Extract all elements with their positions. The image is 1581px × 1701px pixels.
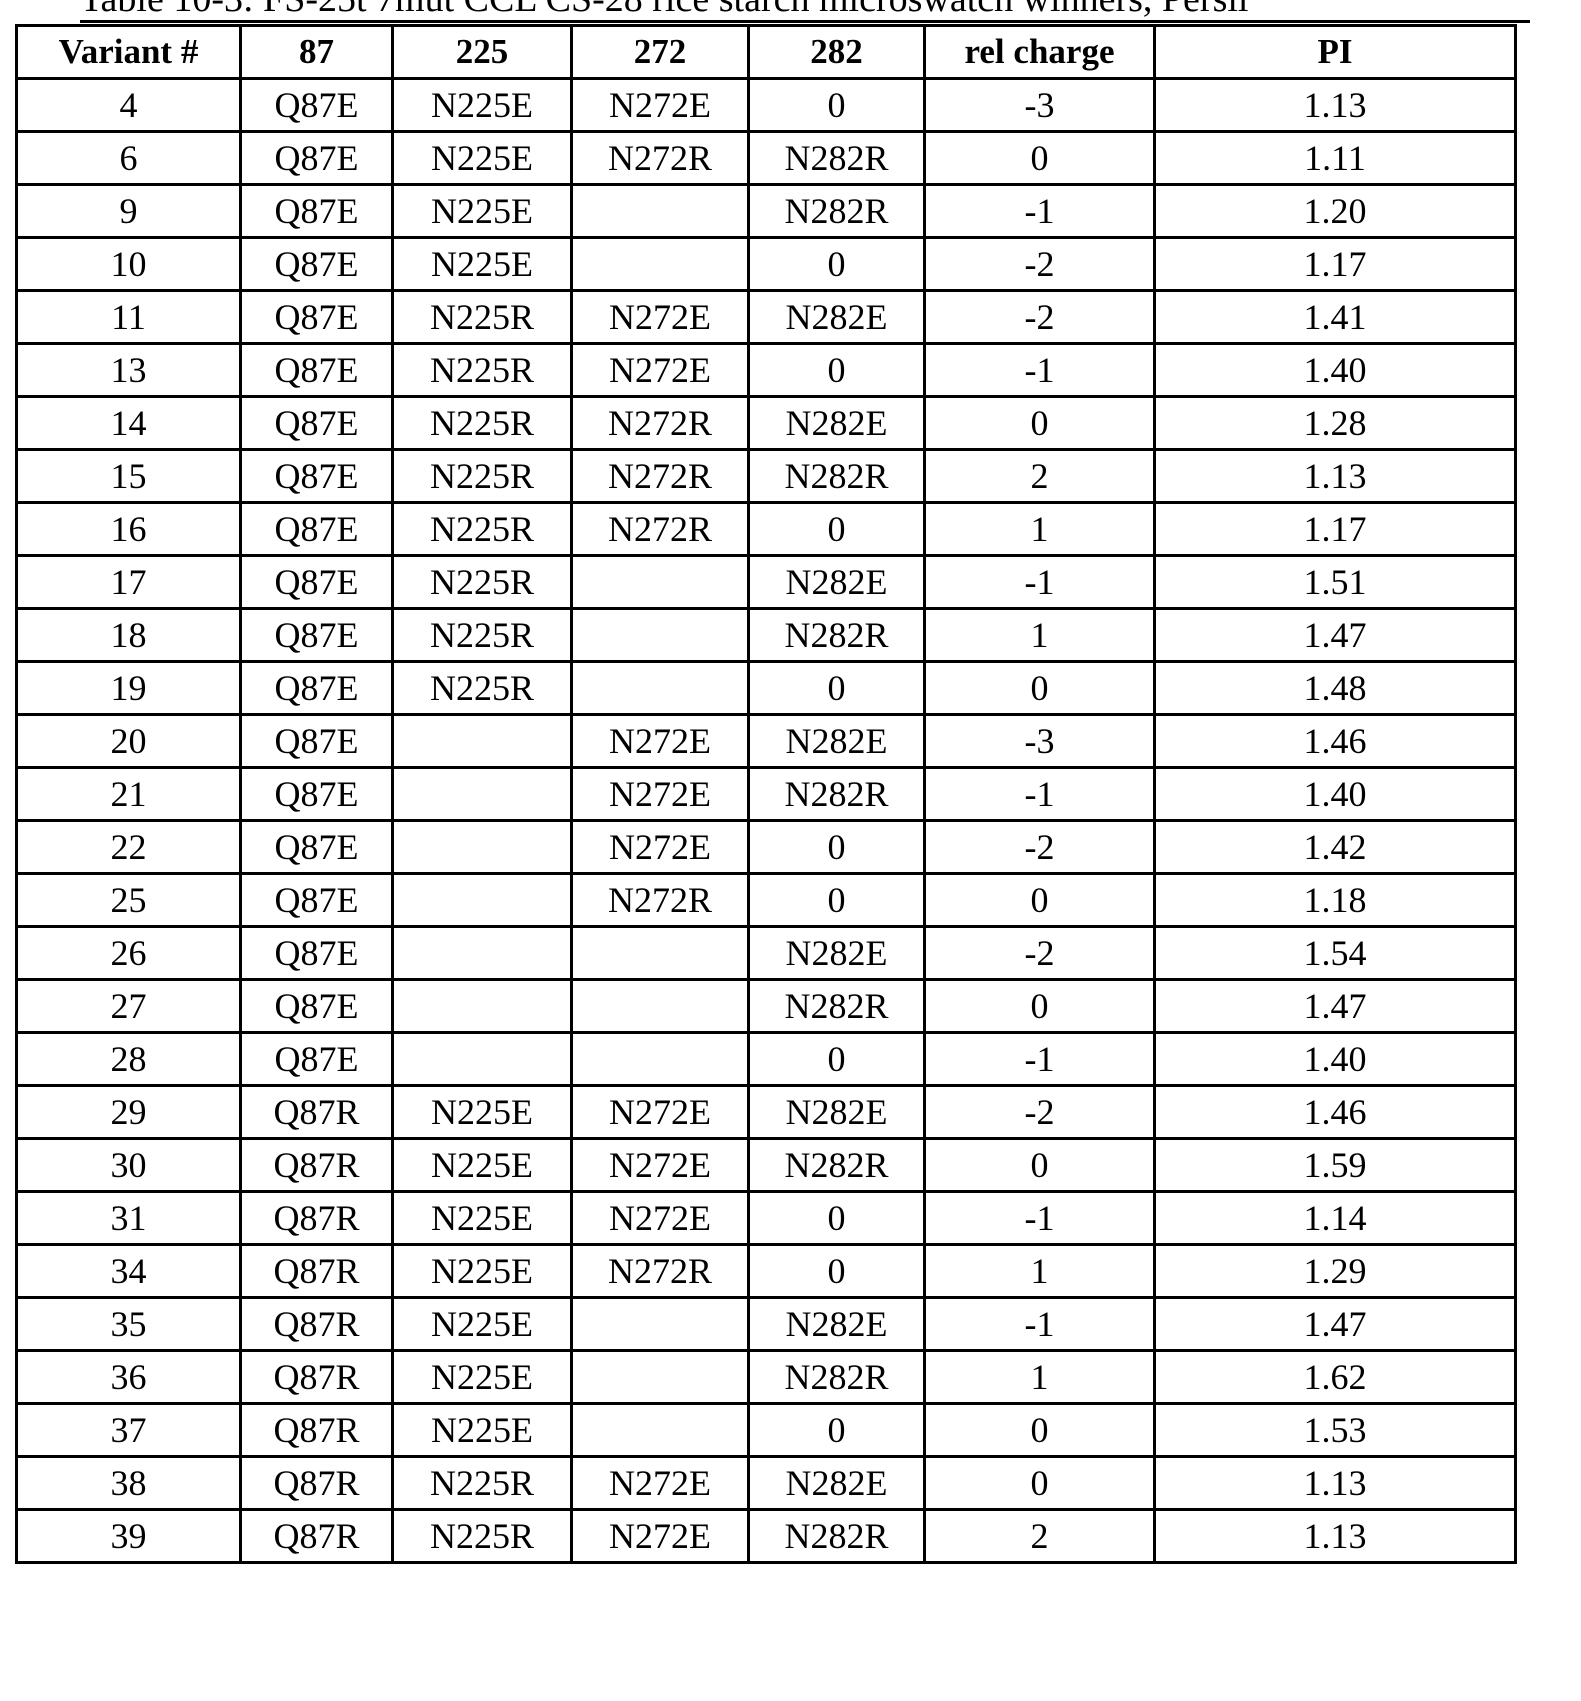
table-cell: 1.59: [1155, 1139, 1516, 1192]
table-row: [17, 397, 1516, 450]
table-cell: N225E: [393, 1404, 572, 1457]
table-cell: N225E: [393, 1351, 572, 1404]
table-cell: [572, 556, 749, 609]
table-cell: 1.13: [1155, 450, 1516, 503]
table-row: [17, 238, 1516, 291]
table-cell: N282E: [749, 291, 925, 344]
table-cell: 1.53: [1155, 1404, 1516, 1457]
table-cell: N272E: [572, 715, 749, 768]
table-cell: 21: [17, 768, 241, 821]
table-cell: 1.42: [1155, 821, 1516, 874]
table-cell: [393, 874, 572, 927]
table-cell: Q87E: [241, 132, 393, 185]
table-cell: N272E: [572, 1510, 749, 1563]
table-cell: N225R: [393, 291, 572, 344]
table-cell: 0: [749, 1192, 925, 1245]
table-cell: 6: [17, 132, 241, 185]
table-cell: Q87E: [241, 450, 393, 503]
table-cell: N225E: [393, 1139, 572, 1192]
table-cell: Q87E: [241, 980, 393, 1033]
table-cell: 0: [749, 79, 925, 132]
table-cell: [393, 715, 572, 768]
table-cell: 0: [749, 1245, 925, 1298]
table-cell: N225R: [393, 609, 572, 662]
table-cell: 0: [749, 1404, 925, 1457]
table-cell: [572, 1404, 749, 1457]
table-cell: 0: [925, 1139, 1155, 1192]
table-cell: -2: [925, 291, 1155, 344]
table-cell: Q87E: [241, 291, 393, 344]
table-cell: N225R: [393, 344, 572, 397]
table-cell: N272E: [572, 344, 749, 397]
table-cell: Q87R: [241, 1351, 393, 1404]
table-cell: 1: [925, 609, 1155, 662]
table-cell: N282R: [749, 185, 925, 238]
table-row: [17, 821, 1516, 874]
table-cell: 0: [925, 662, 1155, 715]
table-cell: 1.14: [1155, 1192, 1516, 1245]
table-cell: -2: [925, 1086, 1155, 1139]
table-cell: 0: [925, 874, 1155, 927]
table-cell: N282E: [749, 1086, 925, 1139]
table-cell: 13: [17, 344, 241, 397]
table-cell: 34: [17, 1245, 241, 1298]
table-cell: [393, 927, 572, 980]
table-cell: [572, 609, 749, 662]
table-row: [17, 1139, 1516, 1192]
column-header: Variant #: [17, 26, 241, 79]
variants-table: [15, 24, 1517, 1564]
table-cell: Q87E: [241, 715, 393, 768]
table-cell: 29: [17, 1086, 241, 1139]
table-row: [17, 609, 1516, 662]
table-cell: 1.18: [1155, 874, 1516, 927]
table-cell: -1: [925, 1033, 1155, 1086]
table-cell: -2: [925, 927, 1155, 980]
table-row: [17, 79, 1516, 132]
table-cell: N282R: [749, 609, 925, 662]
column-header: 282: [749, 26, 925, 79]
table-cell: Q87E: [241, 874, 393, 927]
table-cell: 26: [17, 927, 241, 980]
table-cell: 10: [17, 238, 241, 291]
table-cell: 1.20: [1155, 185, 1516, 238]
table-cell: 15: [17, 450, 241, 503]
table-cell: [572, 185, 749, 238]
table-cell: N282E: [749, 556, 925, 609]
table-cell: -1: [925, 344, 1155, 397]
table-cell: N225E: [393, 1192, 572, 1245]
table-cell: 37: [17, 1404, 241, 1457]
table-cell: [572, 1351, 749, 1404]
table-cell: 1.13: [1155, 1510, 1516, 1563]
table-cell: 1.40: [1155, 768, 1516, 821]
table-cell: Q87E: [241, 821, 393, 874]
table-row: [17, 927, 1516, 980]
table-cell: N225E: [393, 185, 572, 238]
table-title: [80, 0, 1530, 23]
table-cell: 1.17: [1155, 238, 1516, 291]
table-cell: 1.47: [1155, 609, 1516, 662]
table-cell: 0: [925, 397, 1155, 450]
table-cell: Q87E: [241, 556, 393, 609]
table-cell: 0: [749, 344, 925, 397]
table-cell: Q87E: [241, 79, 393, 132]
table-cell: N272E: [572, 821, 749, 874]
table-cell: 1.40: [1155, 1033, 1516, 1086]
table-cell: Q87E: [241, 609, 393, 662]
table-cell: -2: [925, 821, 1155, 874]
table-cell: Q87R: [241, 1086, 393, 1139]
table-cell: 0: [925, 132, 1155, 185]
table-cell: Q87E: [241, 1033, 393, 1086]
table-cell: N272E: [572, 1192, 749, 1245]
table-cell: 0: [925, 1404, 1155, 1457]
table-cell: [572, 238, 749, 291]
table-cell: 1.48: [1155, 662, 1516, 715]
table-cell: Q87E: [241, 344, 393, 397]
table-cell: 0: [749, 821, 925, 874]
table-cell: 1.17: [1155, 503, 1516, 556]
table-cell: Q87R: [241, 1510, 393, 1563]
table-cell: N225E: [393, 79, 572, 132]
table-cell: 1.47: [1155, 1298, 1516, 1351]
table-cell: 0: [749, 1033, 925, 1086]
table-cell: N272E: [572, 1086, 749, 1139]
table-row: [17, 980, 1516, 1033]
table-row: [17, 503, 1516, 556]
table-cell: N272E: [572, 291, 749, 344]
table-cell: -1: [925, 1192, 1155, 1245]
table-cell: N225R: [393, 450, 572, 503]
table-cell: N282E: [749, 927, 925, 980]
table-row: [17, 1351, 1516, 1404]
table-cell: 18: [17, 609, 241, 662]
table-cell: 4: [17, 79, 241, 132]
table-cell: -3: [925, 79, 1155, 132]
table-cell: 1.62: [1155, 1351, 1516, 1404]
table-cell: 30: [17, 1139, 241, 1192]
column-header: rel charge: [925, 26, 1155, 79]
table-cell: [393, 821, 572, 874]
table-cell: Q87R: [241, 1192, 393, 1245]
table-cell: [572, 662, 749, 715]
table-row: [17, 662, 1516, 715]
table-cell: 0: [749, 503, 925, 556]
table-row: [17, 344, 1516, 397]
table-cell: N225E: [393, 238, 572, 291]
table-row: [17, 132, 1516, 185]
table-cell: 1.41: [1155, 291, 1516, 344]
table-cell: N225E: [393, 1086, 572, 1139]
table-row: [17, 291, 1516, 344]
table-cell: 1.11: [1155, 132, 1516, 185]
table-cell: 35: [17, 1298, 241, 1351]
table-cell: [572, 1033, 749, 1086]
table-cell: 36: [17, 1351, 241, 1404]
table-cell: N282R: [749, 1139, 925, 1192]
table-cell: N282E: [749, 1457, 925, 1510]
table-cell: [572, 980, 749, 1033]
table-cell: 39: [17, 1510, 241, 1563]
table-cell: 1.46: [1155, 1086, 1516, 1139]
table-cell: 1: [925, 1351, 1155, 1404]
table-cell: Q87R: [241, 1245, 393, 1298]
table-cell: N282R: [749, 768, 925, 821]
table-cell: 2: [925, 450, 1155, 503]
table-cell: 1: [925, 1245, 1155, 1298]
column-header: PI: [1155, 26, 1516, 79]
table-cell: 1.29: [1155, 1245, 1516, 1298]
table-cell: N272R: [572, 503, 749, 556]
table-cell: Q87R: [241, 1404, 393, 1457]
table-cell: N282E: [749, 715, 925, 768]
table-cell: -1: [925, 185, 1155, 238]
table-cell: Q87R: [241, 1298, 393, 1351]
table-cell: 0: [925, 1457, 1155, 1510]
table-cell: N282R: [749, 450, 925, 503]
table-cell: Q87E: [241, 662, 393, 715]
table-cell: 1.46: [1155, 715, 1516, 768]
table-cell: N272R: [572, 397, 749, 450]
table-cell: [393, 768, 572, 821]
table-cell: N282E: [749, 1298, 925, 1351]
table-cell: N225R: [393, 1457, 572, 1510]
table-cell: 1: [925, 503, 1155, 556]
table-cell: N272R: [572, 450, 749, 503]
table-row: [17, 1086, 1516, 1139]
table-cell: N225R: [393, 397, 572, 450]
table-cell: N225R: [393, 662, 572, 715]
table-cell: N225R: [393, 503, 572, 556]
table-cell: N272R: [572, 1245, 749, 1298]
table-cell: 1.54: [1155, 927, 1516, 980]
table-cell: N225R: [393, 1510, 572, 1563]
table-row: [17, 1192, 1516, 1245]
table-cell: 11: [17, 291, 241, 344]
table-row: [17, 715, 1516, 768]
table-cell: 28: [17, 1033, 241, 1086]
table-row: [17, 450, 1516, 503]
table-cell: 1.51: [1155, 556, 1516, 609]
table-cell: N282R: [749, 1351, 925, 1404]
table-cell: 16: [17, 503, 241, 556]
table-cell: 31: [17, 1192, 241, 1245]
table-cell: 22: [17, 821, 241, 874]
table-row: [17, 1033, 1516, 1086]
table-cell: Q87E: [241, 768, 393, 821]
table-cell: 19: [17, 662, 241, 715]
table-row: [17, 556, 1516, 609]
table-row: [17, 185, 1516, 238]
table-row: [17, 768, 1516, 821]
table-cell: N225E: [393, 1245, 572, 1298]
table-cell: [393, 1033, 572, 1086]
table-cell: 1.40: [1155, 344, 1516, 397]
table-row: [17, 1457, 1516, 1510]
table-cell: 2: [925, 1510, 1155, 1563]
column-header: 272: [572, 26, 749, 79]
table-cell: 0: [749, 238, 925, 291]
table-row: [17, 874, 1516, 927]
table-cell: [572, 1298, 749, 1351]
table-cell: 17: [17, 556, 241, 609]
table-cell: 0: [749, 874, 925, 927]
table-cell: N282R: [749, 1510, 925, 1563]
table-row: [17, 1245, 1516, 1298]
table-cell: 25: [17, 874, 241, 927]
table-cell: 14: [17, 397, 241, 450]
table-cell: -1: [925, 768, 1155, 821]
table-row: [17, 1404, 1516, 1457]
table-cell: N225R: [393, 556, 572, 609]
table-cell: N272E: [572, 79, 749, 132]
table-cell: 0: [925, 980, 1155, 1033]
table-cell: N282E: [749, 397, 925, 450]
table-row: [17, 1510, 1516, 1563]
table-cell: 0: [749, 662, 925, 715]
column-header: 225: [393, 26, 572, 79]
table-cell: N282R: [749, 132, 925, 185]
table-cell: N272R: [572, 132, 749, 185]
table-cell: N272R: [572, 874, 749, 927]
table-cell: 9: [17, 185, 241, 238]
table-cell: 1.47: [1155, 980, 1516, 1033]
table-cell: 1.13: [1155, 79, 1516, 132]
table-cell: N272E: [572, 1457, 749, 1510]
table-cell: 20: [17, 715, 241, 768]
table-cell: Q87E: [241, 185, 393, 238]
table-cell: [393, 980, 572, 1033]
table-cell: Q87R: [241, 1457, 393, 1510]
table-cell: 38: [17, 1457, 241, 1510]
table-cell: [572, 927, 749, 980]
table-cell: N272E: [572, 1139, 749, 1192]
table-cell: Q87R: [241, 1139, 393, 1192]
table-cell: 1.28: [1155, 397, 1516, 450]
table-header-row: [17, 26, 1516, 79]
table-cell: -2: [925, 238, 1155, 291]
table-cell: -3: [925, 715, 1155, 768]
table-cell: 1.13: [1155, 1457, 1516, 1510]
table-cell: N225E: [393, 1298, 572, 1351]
table-cell: -1: [925, 556, 1155, 609]
table-cell: Q87E: [241, 927, 393, 980]
table-cell: Q87E: [241, 503, 393, 556]
table-cell: Q87E: [241, 238, 393, 291]
table-cell: 27: [17, 980, 241, 1033]
table-cell: -1: [925, 1298, 1155, 1351]
table-cell: N282R: [749, 980, 925, 1033]
column-header: 87: [241, 26, 393, 79]
table-cell: N272E: [572, 768, 749, 821]
table-row: [17, 1298, 1516, 1351]
table-cell: N225E: [393, 132, 572, 185]
table-cell: Q87E: [241, 397, 393, 450]
